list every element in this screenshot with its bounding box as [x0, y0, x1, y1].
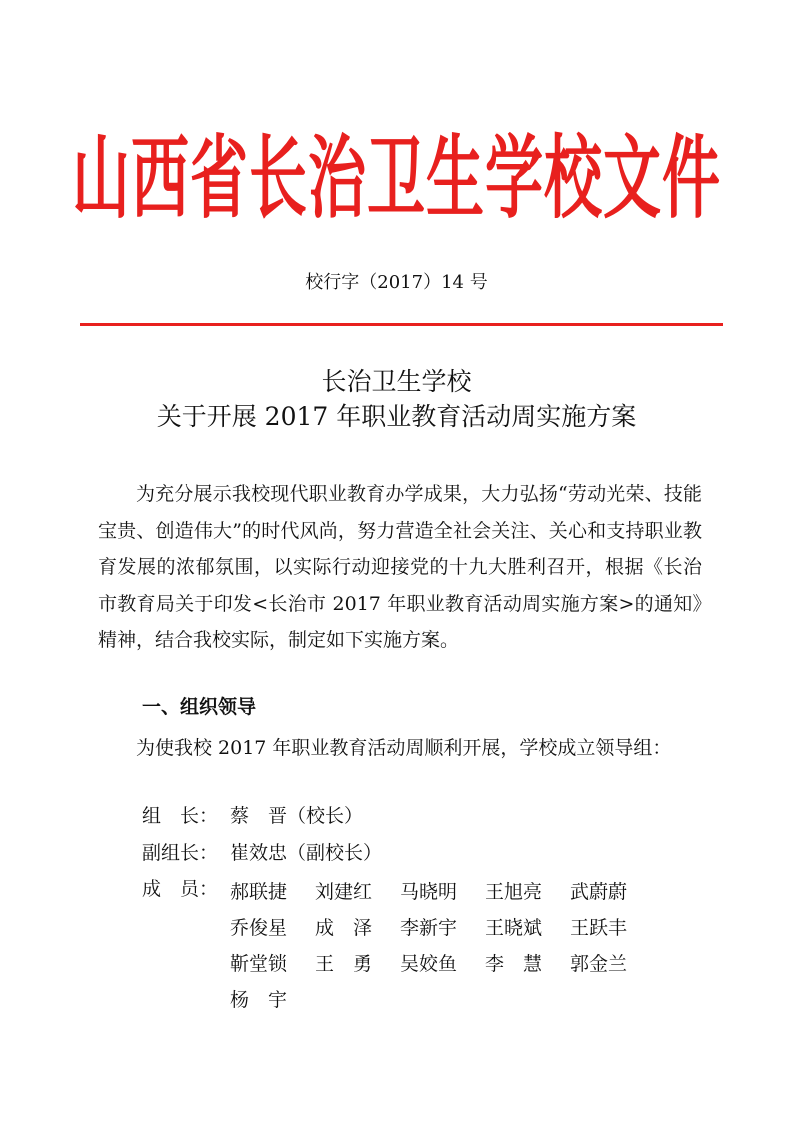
member-name: 武蔚蔚 — [570, 881, 628, 903]
intro-paragraph: 为充分展示我校现代职业教育办学成果，大力弘扬“劳动光荣、技能宝贵、创造伟大”的时代风尚，努力营造全社会关注、关心和支持职业教育发展的浓郁氛围，以实际行动迎接党的十九大胜利召开，根据《长治市教育局关于印发<长治市 2017 年职业教育活动周实施方案>的通知》精神，结合我校实际，制定如下实施方案。 — [98, 483, 702, 651]
member-name: 李新宇 — [400, 917, 458, 939]
header-divider-line — [80, 323, 723, 326]
member-name: 王跃丰 — [570, 917, 628, 939]
member-name: 郝联捷 — [230, 881, 288, 903]
document-number: 校行字（2017）14 号 — [305, 272, 488, 293]
members-line — [230, 982, 655, 1018]
leader-value: 蔡 晋（校长） — [230, 805, 364, 827]
member-name: 郭金兰 — [570, 953, 628, 975]
members-label: 成 员： — [142, 878, 219, 900]
member-name: 靳堂锁 — [230, 953, 288, 975]
member-name: 王晓斌 — [485, 917, 543, 939]
deputy-value: 崔效忠（副校长） — [230, 842, 383, 864]
roster-deputy-row — [142, 838, 382, 868]
member-name: 吴姣鱼 — [400, 953, 458, 975]
members-list — [230, 874, 655, 1018]
member-name: 王 勇 — [315, 953, 373, 975]
section-heading-organization: 一、组织领导 — [142, 696, 257, 718]
member-name: 王旭亮 — [485, 881, 543, 903]
document-title-line-2: 关于开展 2017 年职业教育活动周实施方案 — [156, 402, 637, 431]
member-name: 乔俊星 — [230, 917, 288, 939]
members-line — [230, 910, 655, 946]
member-name: 李 慧 — [485, 953, 543, 975]
members-line — [230, 946, 655, 982]
document-title-line-1: 长治卫生学校 — [321, 367, 472, 396]
member-name: 马晓明 — [400, 881, 458, 903]
organization-paragraph: 为使我校 2017 年职业教育活动周顺利开展，学校成立领导组： — [136, 737, 672, 759]
roster-leader-row — [142, 801, 363, 831]
leader-label: 组 长： — [142, 805, 219, 827]
member-name: 杨 宇 — [230, 989, 288, 1011]
deputy-label: 副组长： — [142, 842, 219, 864]
member-name: 成 泽 — [315, 917, 373, 939]
document-header-title: 山西省长治卫生学校文件 — [71, 125, 721, 231]
members-line — [230, 874, 655, 910]
roster-members-row — [142, 874, 230, 904]
member-name: 刘建红 — [315, 881, 373, 903]
